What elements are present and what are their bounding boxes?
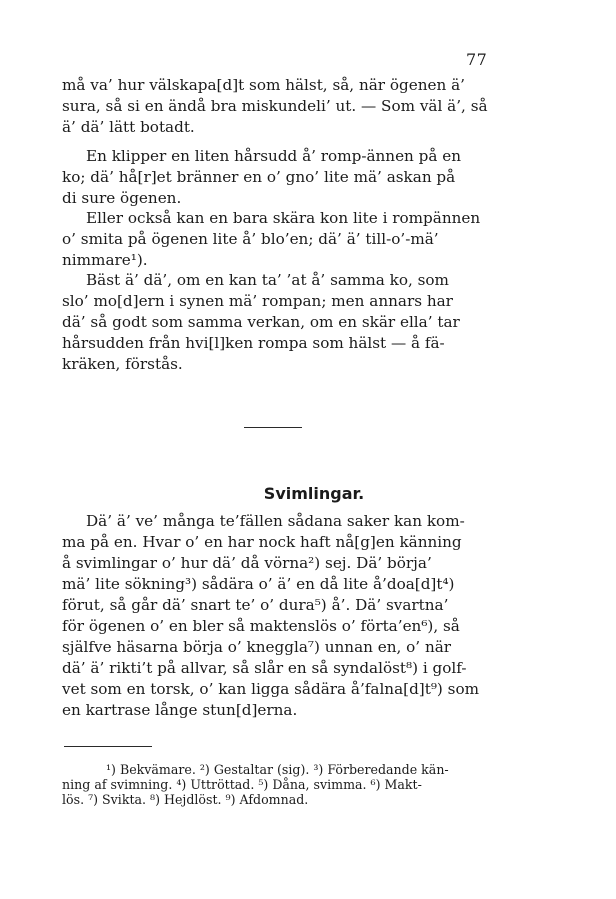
section-heading: Svimlingar. xyxy=(263,484,365,503)
paragraph-4 xyxy=(62,270,505,375)
footnote-rule xyxy=(64,746,152,747)
text-line: kräken, förstås. xyxy=(62,355,183,373)
text-line: dä’ så godt som samma verkan, om en skär ella’ tar xyxy=(62,313,460,331)
footnote-line: lös. ⁷) Svikta. ⁸) Hejdlöst. ⁹) Afdomnad. xyxy=(62,792,309,807)
page-number: 77 xyxy=(466,50,488,69)
text-line: En klipper en liten hårsudd å’ romp-ännen på en xyxy=(86,147,462,165)
text-line: hårsudden från hvi[l]ken rompa som hälst — å fä- xyxy=(62,334,445,352)
text-line: slo’ mo[d]ern i synen mä’ rompan; men annars har xyxy=(62,292,453,310)
text-line: Eller också kan en bara skära kon lite i rompännen xyxy=(86,209,481,227)
text-line: mä’ lite sökning³) sådära o’ ä’ en då lite å’doa[d]t⁴) xyxy=(62,575,455,593)
footnote-line: ning af svimning. ⁴) Uttröttad. ⁵) Dåna, svimma. ⁶) Makt- xyxy=(62,777,422,792)
section-divider xyxy=(244,427,302,428)
text-line: en kartrase långe stun[d]erna. xyxy=(62,701,298,719)
text-line: ko; dä’ hå[r]et bränner en o’ gno’ lite mä’ askan på xyxy=(62,168,456,186)
text-line: för ögenen o’ en bler så maktenslös o’ förta’en⁶), så xyxy=(62,617,460,635)
text-line: själfve häsarna börja o’ kneggla⁷) unnan en, o’ när xyxy=(62,638,452,656)
text-line: ä’ dä’ lätt botadt. xyxy=(62,118,195,136)
text-line: dä’ ä’ rikti’t på allvar, så slår en så syndalöst⁸) i golf- xyxy=(62,659,467,677)
section-paragraph xyxy=(62,511,505,721)
text-line: å svimlingar o’ hur dä’ då vörna²) sej. Dä’ börja’ xyxy=(62,554,432,572)
paragraph-2 xyxy=(62,146,505,209)
footnotes xyxy=(62,762,505,807)
text-line: Dä’ ä’ ve’ många te’fällen sådana saker kan kom- xyxy=(86,512,465,530)
text-line: nimmare¹). xyxy=(62,251,148,269)
text-line: ma på en. Hvar o’ en har nock haft nå[g]en känning xyxy=(62,533,462,551)
text-line: vet som en torsk, o’ kan ligga sådära å’falna[d]t⁹) som xyxy=(62,680,480,698)
text-line: sura, så si en ändå bra miskundeli’ ut. — Som väl ä’, så xyxy=(62,97,488,115)
footnote-line: ¹) Bekvämare. ²) Gestaltar (sig). ³) Förberedande kän- xyxy=(106,762,449,777)
paragraph-1 xyxy=(62,75,505,138)
text-line: förut, så går dä’ snart te’ o’ dura⁵) å’. Dä’ svartna’ xyxy=(62,596,449,614)
text-line: di sure ögenen. xyxy=(62,189,182,207)
text-line: Bäst ä’ dä’, om en kan ta’ ’at å’ samma ko, som xyxy=(86,271,449,289)
paragraph-3 xyxy=(62,208,505,271)
text-line: må va’ hur välskapa[d]t som hälst, så, när ögenen ä’ xyxy=(62,76,466,94)
text-line: o’ smita på ögenen lite å’ blo’en; dä’ ä’ till-o’-mä’ xyxy=(62,230,439,248)
